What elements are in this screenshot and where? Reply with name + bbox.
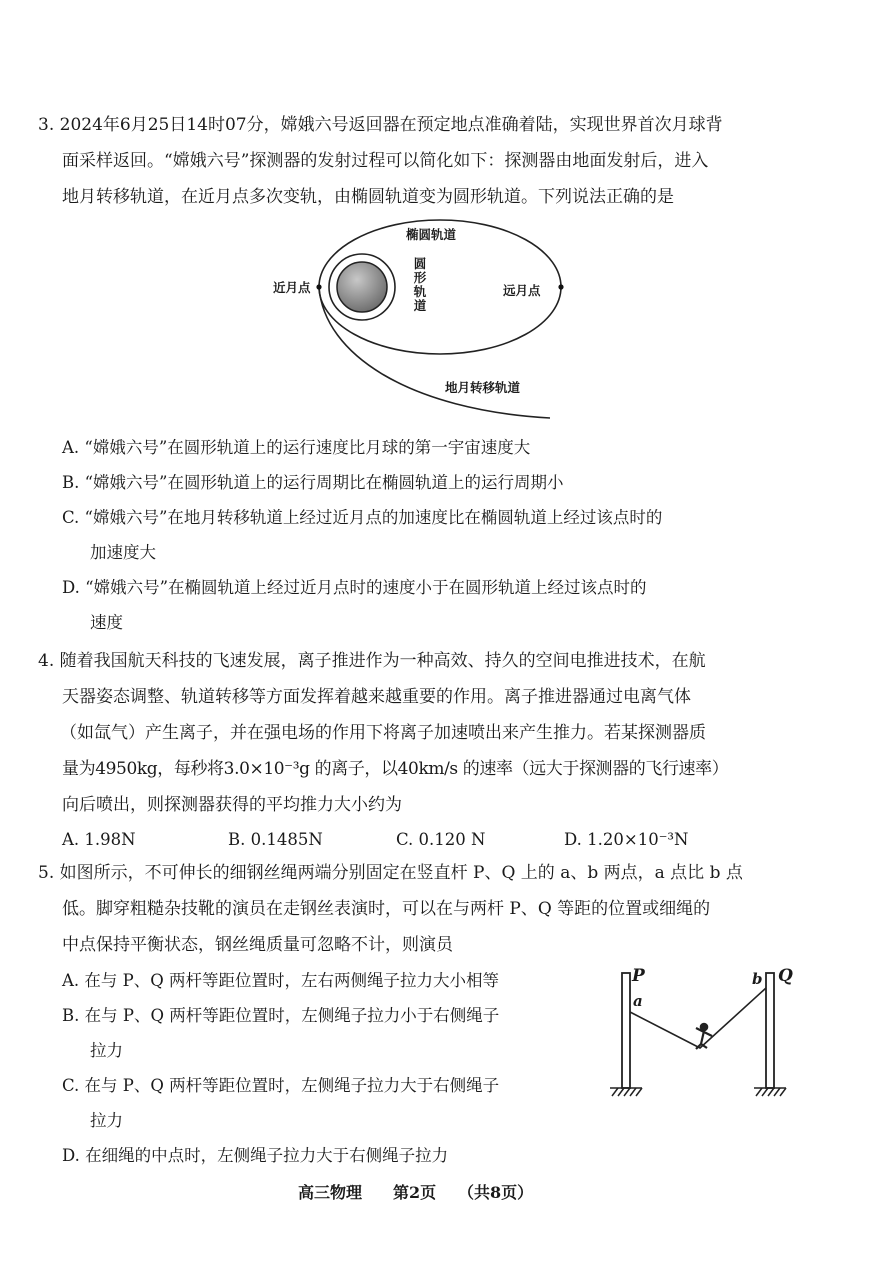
q5-option-b-cont: 拉力 — [90, 1041, 123, 1060]
label-p: P — [632, 966, 645, 986]
q4-stem-line2: 天器姿态调整、轨道转移等方面发挥着越来越重要的作用。离子推进器通过电离气体 — [62, 687, 691, 707]
label-b: b — [752, 970, 763, 988]
apolune-label: 远月点 — [503, 283, 541, 298]
q5-stem-line1: 5. 如图所示，不可伸长的细钢丝绳两端分别固定在竖直杆 P、Q 上的 a、b 两点，a 点比 b 点 — [38, 863, 743, 883]
q4-option-d[interactable]: D. 1.20×10⁻³N — [564, 830, 689, 849]
transfer-orbit-label: 地月转移轨道 — [445, 380, 521, 395]
footer-page: 第2页 — [393, 1183, 437, 1202]
q3-stem-line1: 3. 2024年6月25日14时07分，嫦娥六号返回器在预定地点准确着陆，实现世界首次月球背 — [38, 115, 723, 135]
q3-stem-line2: 面采样返回。“嫦娥六号”探测器的发射过程可以简化如下：探测器由地面发射后，进入 — [62, 151, 709, 171]
q5-stem-line2: 低。脚穿粗糙杂技靴的演员在走钢丝表演时，可以在与两杆 P、Q 等距的位置或细绳的 — [62, 899, 711, 919]
circle-orbit-label: 圆形轨道 — [413, 256, 427, 313]
q5-option-a[interactable]: A. 在与 P、Q 两杆等距位置时，左右两侧绳子拉力大小相等 — [62, 971, 500, 990]
q3-option-a[interactable]: A. “嫦娥六号”在圆形轨道上的运行速度比月球的第一宇宙速度大 — [62, 438, 531, 457]
q4-option-c[interactable]: C. 0.120 N — [396, 830, 486, 849]
q4-stem-line3: （如氙气）产生离子，并在强电场的作用下将离子加速喷出来产生推力。若某探测器质 — [60, 723, 706, 743]
ground-p — [610, 1088, 642, 1096]
q3-stem-line3: 地月转移轨道，在近月点多次变轨，由椭圆轨道变为圆形轨道。下列说法正确的是 — [62, 187, 674, 207]
pole-q — [766, 973, 774, 1088]
label-a: a — [633, 992, 643, 1010]
ellipse-orbit-label: 椭圆轨道 — [406, 227, 457, 242]
q4-option-a[interactable]: A. 1.98N — [62, 830, 136, 849]
q3-option-d-cont: 速度 — [90, 613, 123, 632]
footer-total: （共8页） — [458, 1183, 534, 1202]
perilune-label: 近月点 — [273, 280, 311, 295]
q4-stem-line4: 量为4950kg，每秒将3.0×10⁻³g 的离子，以40km/s 的速率（远大于探测器的飞行速率） — [62, 759, 729, 779]
q4-option-b[interactable]: B. 0.1485N — [228, 830, 323, 849]
q3-option-d[interactable]: D. “嫦娥六号”在椭圆轨道上经过近月点时的速度小于在圆形轨道上经过该点时的 — [62, 578, 647, 597]
q4-stem-line1: 4. 随着我国航天科技的飞速发展，离子推进作为一种高效、持久的空间电推进技术，在航 — [38, 651, 706, 671]
performer-icon — [696, 1024, 712, 1049]
ground-q — [754, 1088, 786, 1096]
label-q: Q — [778, 966, 793, 986]
pole-p — [622, 973, 630, 1088]
q3-option-c-cont: 加速度大 — [90, 543, 156, 562]
q4-stem-line5: 向后喷出，则探测器获得的平均推力大小约为 — [62, 795, 402, 815]
q5-option-c[interactable]: C. 在与 P、Q 两杆等距位置时，左侧绳子拉力大于右侧绳子 — [62, 1076, 500, 1095]
q5-option-c-cont: 拉力 — [90, 1111, 123, 1130]
footer-subject: 高三物理 — [298, 1183, 363, 1202]
q5-option-b[interactable]: B. 在与 P、Q 两杆等距位置时，左侧绳子拉力小于右侧绳子 — [62, 1006, 500, 1025]
q5-stem-line3: 中点保持平衡状态，钢丝绳质量可忽略不计，则演员 — [62, 935, 453, 955]
q5-option-d[interactable]: D. 在细绳的中点时，左侧绳子拉力大于右侧绳子拉力 — [62, 1146, 449, 1165]
q3-option-c[interactable]: C. “嫦娥六号”在地月转移轨道上经过近月点的加速度比在椭圆轨道上经过该点时的 — [62, 508, 663, 527]
q3-option-b[interactable]: B. “嫦娥六号”在圆形轨道上的运行周期比在椭圆轨道上的运行周期小 — [62, 473, 564, 492]
steel-rope — [630, 988, 766, 1048]
